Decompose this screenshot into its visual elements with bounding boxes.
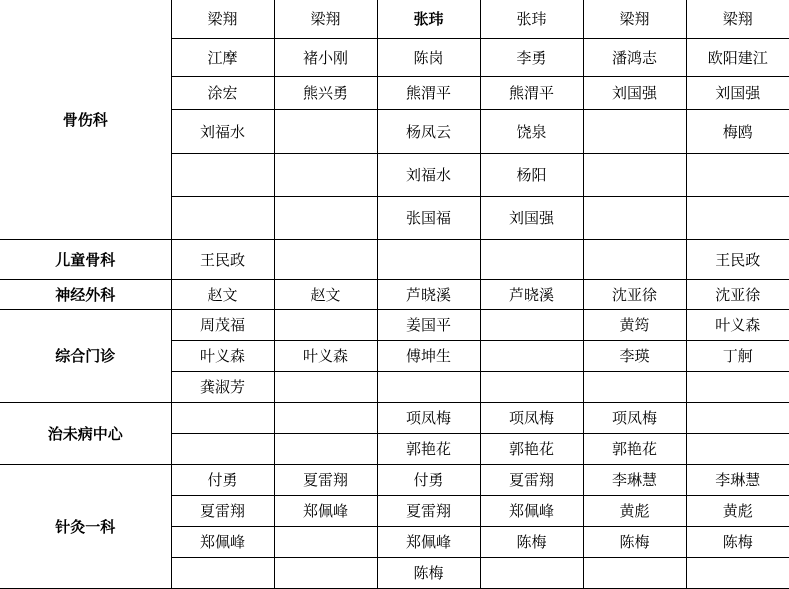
doctor-cell: 黄彪	[583, 495, 686, 526]
department-name: 针灸一科	[0, 464, 171, 588]
doctor-cell: 刘国强	[686, 76, 789, 109]
doctor-cell: 姜国平	[377, 309, 480, 340]
doctor-cell: 夏雷翔	[274, 464, 377, 495]
doctor-cell: 赵文	[274, 279, 377, 309]
doctor-cell: 郑佩峰	[480, 495, 583, 526]
schedule-row	[0, 0, 789, 38]
doctor-cell: 刘福水	[377, 153, 480, 196]
doctor-cell	[274, 239, 377, 279]
doctor-cell: 周茂福	[171, 309, 274, 340]
doctor-cell	[274, 309, 377, 340]
doctor-cell: 李瑛	[583, 340, 686, 371]
doctor-cell: 涂宏	[171, 76, 274, 109]
doctor-cell: 陈梅	[480, 526, 583, 557]
department-name: 儿童骨科	[0, 239, 171, 279]
doctor-cell	[583, 557, 686, 588]
doctor-cell	[480, 371, 583, 402]
doctor-cell: 熊渭平	[377, 76, 480, 109]
doctor-cell: 项凤梅	[583, 402, 686, 433]
doctor-cell	[480, 309, 583, 340]
doctor-cell	[583, 239, 686, 279]
doctor-cell: 沈亚徐	[686, 279, 789, 309]
department-name: 综合门诊	[0, 309, 171, 402]
doctor-cell: 叶义森	[686, 309, 789, 340]
schedule-row	[0, 239, 789, 279]
doctor-cell: 杨凤云	[377, 109, 480, 153]
doctor-cell: 付勇	[171, 464, 274, 495]
doctor-cell	[583, 109, 686, 153]
doctor-cell: 李勇	[480, 38, 583, 76]
doctor-cell: 夏雷翔	[377, 495, 480, 526]
doctor-cell: 梁翔	[686, 0, 789, 38]
doctor-cell: 刘国强	[480, 196, 583, 239]
doctor-cell: 李琳慧	[686, 464, 789, 495]
doctor-cell: 黄筠	[583, 309, 686, 340]
doctor-cell: 欧阳建江	[686, 38, 789, 76]
doctor-cell	[274, 557, 377, 588]
doctor-cell: 傅坤生	[377, 340, 480, 371]
doctor-cell	[274, 371, 377, 402]
doctor-cell: 陈梅	[583, 526, 686, 557]
schedule-row	[0, 464, 789, 495]
doctor-cell	[480, 557, 583, 588]
doctor-cell: 陈梅	[686, 526, 789, 557]
doctor-cell: 江摩	[171, 38, 274, 76]
doctor-cell	[274, 196, 377, 239]
doctor-cell: 芦晓溪	[377, 279, 480, 309]
doctor-cell: 梁翔	[274, 0, 377, 38]
doctor-cell	[686, 153, 789, 196]
doctor-cell: 项凤梅	[480, 402, 583, 433]
doctor-cell: 王民政	[171, 239, 274, 279]
doctor-cell	[377, 239, 480, 279]
doctor-cell	[274, 526, 377, 557]
doctor-cell	[274, 109, 377, 153]
doctor-cell: 张国福	[377, 196, 480, 239]
doctor-cell: 夏雷翔	[171, 495, 274, 526]
doctor-cell	[480, 239, 583, 279]
doctor-cell: 陈岗	[377, 38, 480, 76]
doctor-cell	[171, 153, 274, 196]
doctor-cell	[480, 340, 583, 371]
doctor-cell	[171, 402, 274, 433]
doctor-cell: 项凤梅	[377, 402, 480, 433]
department-name: 神经外科	[0, 279, 171, 309]
doctor-cell: 杨阳	[480, 153, 583, 196]
doctor-cell	[686, 196, 789, 239]
doctor-cell	[583, 196, 686, 239]
doctor-cell: 龚淑芳	[171, 371, 274, 402]
schedule-row	[0, 402, 789, 433]
doctor-cell: 陈梅	[377, 557, 480, 588]
doctor-cell: 叶义森	[171, 340, 274, 371]
department-name: 骨伤科	[0, 0, 171, 239]
doctor-cell: 张玮	[480, 0, 583, 38]
doctor-cell: 芦晓溪	[480, 279, 583, 309]
doctor-cell: 饶泉	[480, 109, 583, 153]
doctor-cell: 熊渭平	[480, 76, 583, 109]
doctor-cell: 付勇	[377, 464, 480, 495]
doctor-cell: 叶义森	[274, 340, 377, 371]
doctor-cell	[274, 153, 377, 196]
doctor-cell: 郭艳花	[377, 433, 480, 464]
doctor-cell	[686, 402, 789, 433]
doctor-cell	[274, 433, 377, 464]
doctor-cell: 张玮	[377, 0, 480, 38]
doctor-cell	[686, 557, 789, 588]
doctor-cell: 郭艳花	[480, 433, 583, 464]
doctor-cell: 郑佩峰	[377, 526, 480, 557]
doctor-cell: 熊兴勇	[274, 76, 377, 109]
doctor-cell: 黄彪	[686, 495, 789, 526]
doctor-cell: 郑佩峰	[274, 495, 377, 526]
doctor-cell: 李琳慧	[583, 464, 686, 495]
schedule-row	[0, 309, 789, 340]
doctor-cell: 赵文	[171, 279, 274, 309]
doctor-cell: 郑佩峰	[171, 526, 274, 557]
doctor-cell: 刘福水	[171, 109, 274, 153]
doctor-cell: 梁翔	[583, 0, 686, 38]
doctor-cell: 潘鸿志	[583, 38, 686, 76]
doctor-cell	[171, 433, 274, 464]
doctor-cell	[686, 433, 789, 464]
doctor-cell	[274, 402, 377, 433]
doctor-cell	[583, 371, 686, 402]
doctor-cell: 夏雷翔	[480, 464, 583, 495]
doctor-cell	[171, 557, 274, 588]
doctor-cell	[583, 153, 686, 196]
department-name: 治未病中心	[0, 402, 171, 464]
doctor-cell	[686, 371, 789, 402]
schedule-row	[0, 279, 789, 309]
doctor-cell: 郭艳花	[583, 433, 686, 464]
doctor-cell: 丁舸	[686, 340, 789, 371]
doctor-cell: 梁翔	[171, 0, 274, 38]
doctor-cell: 沈亚徐	[583, 279, 686, 309]
doctor-cell: 王民政	[686, 239, 789, 279]
doctor-cell	[171, 196, 274, 239]
doctor-cell: 梅鸥	[686, 109, 789, 153]
doctor-cell: 褚小刚	[274, 38, 377, 76]
doctor-cell	[377, 371, 480, 402]
doctor-cell: 刘国强	[583, 76, 686, 109]
